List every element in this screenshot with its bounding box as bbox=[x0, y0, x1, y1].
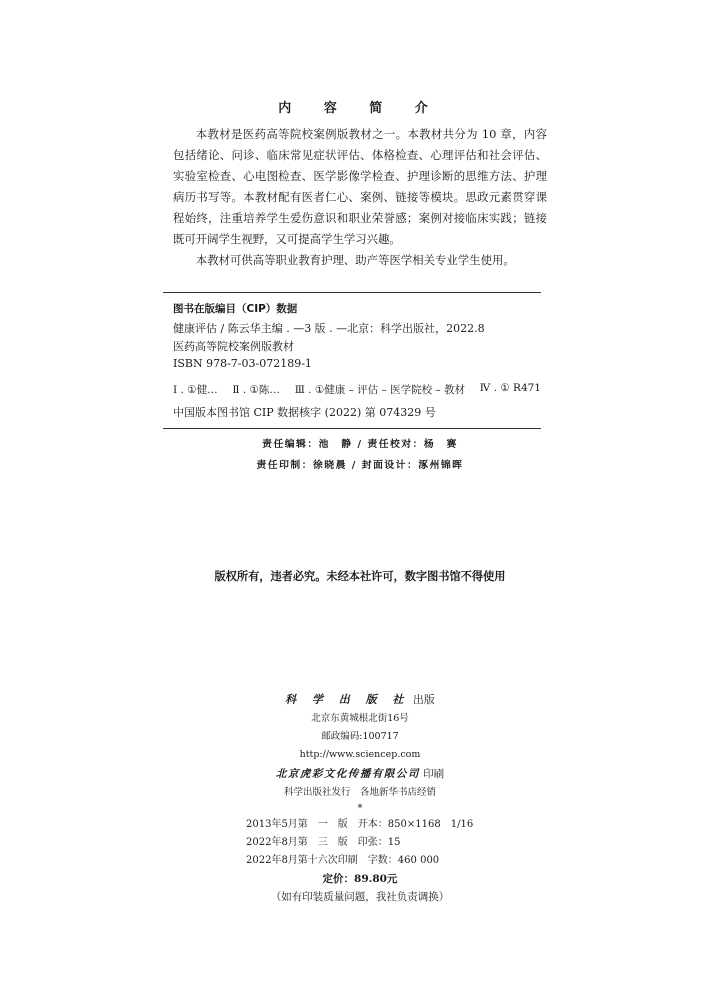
printer-name: 北京虎彩文化传播有限公司 bbox=[275, 768, 420, 780]
publisher-address: 北京东黄城根北街16号 bbox=[311, 713, 409, 724]
summary-body bbox=[173, 124, 547, 271]
edition-block bbox=[224, 816, 496, 870]
summary-title: 内 容 简 介 bbox=[278, 101, 442, 116]
cip-number: 中国版本图书馆 CIP 数据核字 (2022) 第 074329 号 bbox=[173, 405, 436, 419]
cip-bottom-rule bbox=[163, 428, 541, 429]
publisher-website: http://www.sciencep.com bbox=[299, 749, 421, 760]
cip-class-2: Ⅱ . ①陈… bbox=[232, 383, 280, 396]
edition-row: 2022年8月第 三 版 印张：15 bbox=[246, 837, 401, 848]
editors-line: 责任编辑：池 静 / 责任校对：杨 赛 bbox=[262, 439, 458, 450]
edition-row: 2022年8月第十六次印刷 字数：460 000 bbox=[246, 855, 440, 866]
publisher-suffix: 出版 bbox=[412, 693, 435, 706]
printer-suffix: 印刷 bbox=[423, 768, 445, 780]
distribution-line: 科学出版社发行 各地新华书店经销 bbox=[283, 787, 436, 798]
editors bbox=[0, 434, 720, 476]
cip-class-4: Ⅳ . ① R471 bbox=[479, 381, 541, 394]
cip-series-line: 医药高等院校案例版教材 bbox=[173, 339, 294, 353]
cip-class-1: Ⅰ . ①健… bbox=[173, 383, 218, 396]
price: 定价：89.80元 bbox=[322, 873, 398, 885]
quality-note: （如有印装质量问题，我社负责调换） bbox=[270, 891, 450, 903]
imprint bbox=[0, 690, 720, 906]
publisher-line bbox=[0, 690, 720, 710]
cip-header: 图书在版编目（CIP）数据 bbox=[173, 303, 298, 315]
cip-isbn-line: ISBN 978-7-03-072189-1 bbox=[173, 357, 312, 370]
cip-lines bbox=[163, 315, 541, 373]
summary-paragraph: 本教材可供高等职业教育护理、助产等医学相关专业学生使用。 bbox=[195, 253, 515, 267]
publisher-postcode: 邮政编码:100717 bbox=[321, 731, 399, 742]
cip-title-line: 健康评估 / 陈云华主编 . —3 版 . —北京：科学出版社，2022.8 bbox=[173, 322, 485, 335]
publisher-logo-text: 科 学 出 版 社 bbox=[285, 693, 410, 706]
edition-row: 2013年5月第 一 版 开本：850×1168 1/16 bbox=[246, 819, 474, 830]
printer-line bbox=[0, 764, 720, 784]
summary-paragraph: 本教材是医药高等院校案例版教材之一。本教材共分为 10 章，内容包括绪论、问诊、临床常见症状评估、体格检查、心理评估和社会评估、实验室检查、心电图检查、医学影像学检查、护理诊断的思维方法、护理病历书写等。本教材配有医者仁心、案例、链接等模块。思政元素贯穿课程始终，注重培养学生爱伤意识和职业荣誉感；案例对接临床实践；链接既可开阔学生视野，又可提高学生学习兴趣。 bbox=[173, 127, 547, 246]
star-divider: * bbox=[357, 803, 363, 814]
editors-line: 责任印制：徐晓晨 / 封面设计：涿州锦晖 bbox=[256, 460, 464, 471]
cip-class-3: Ⅲ . ①健康 – 评估 – 医学院校 – 教材 bbox=[294, 383, 466, 396]
cip-classification bbox=[173, 382, 541, 399]
cip-block bbox=[163, 292, 541, 429]
rights-notice: 版权所有，违者必究。未经本社许可，数字图书馆不得使用 bbox=[214, 570, 506, 583]
